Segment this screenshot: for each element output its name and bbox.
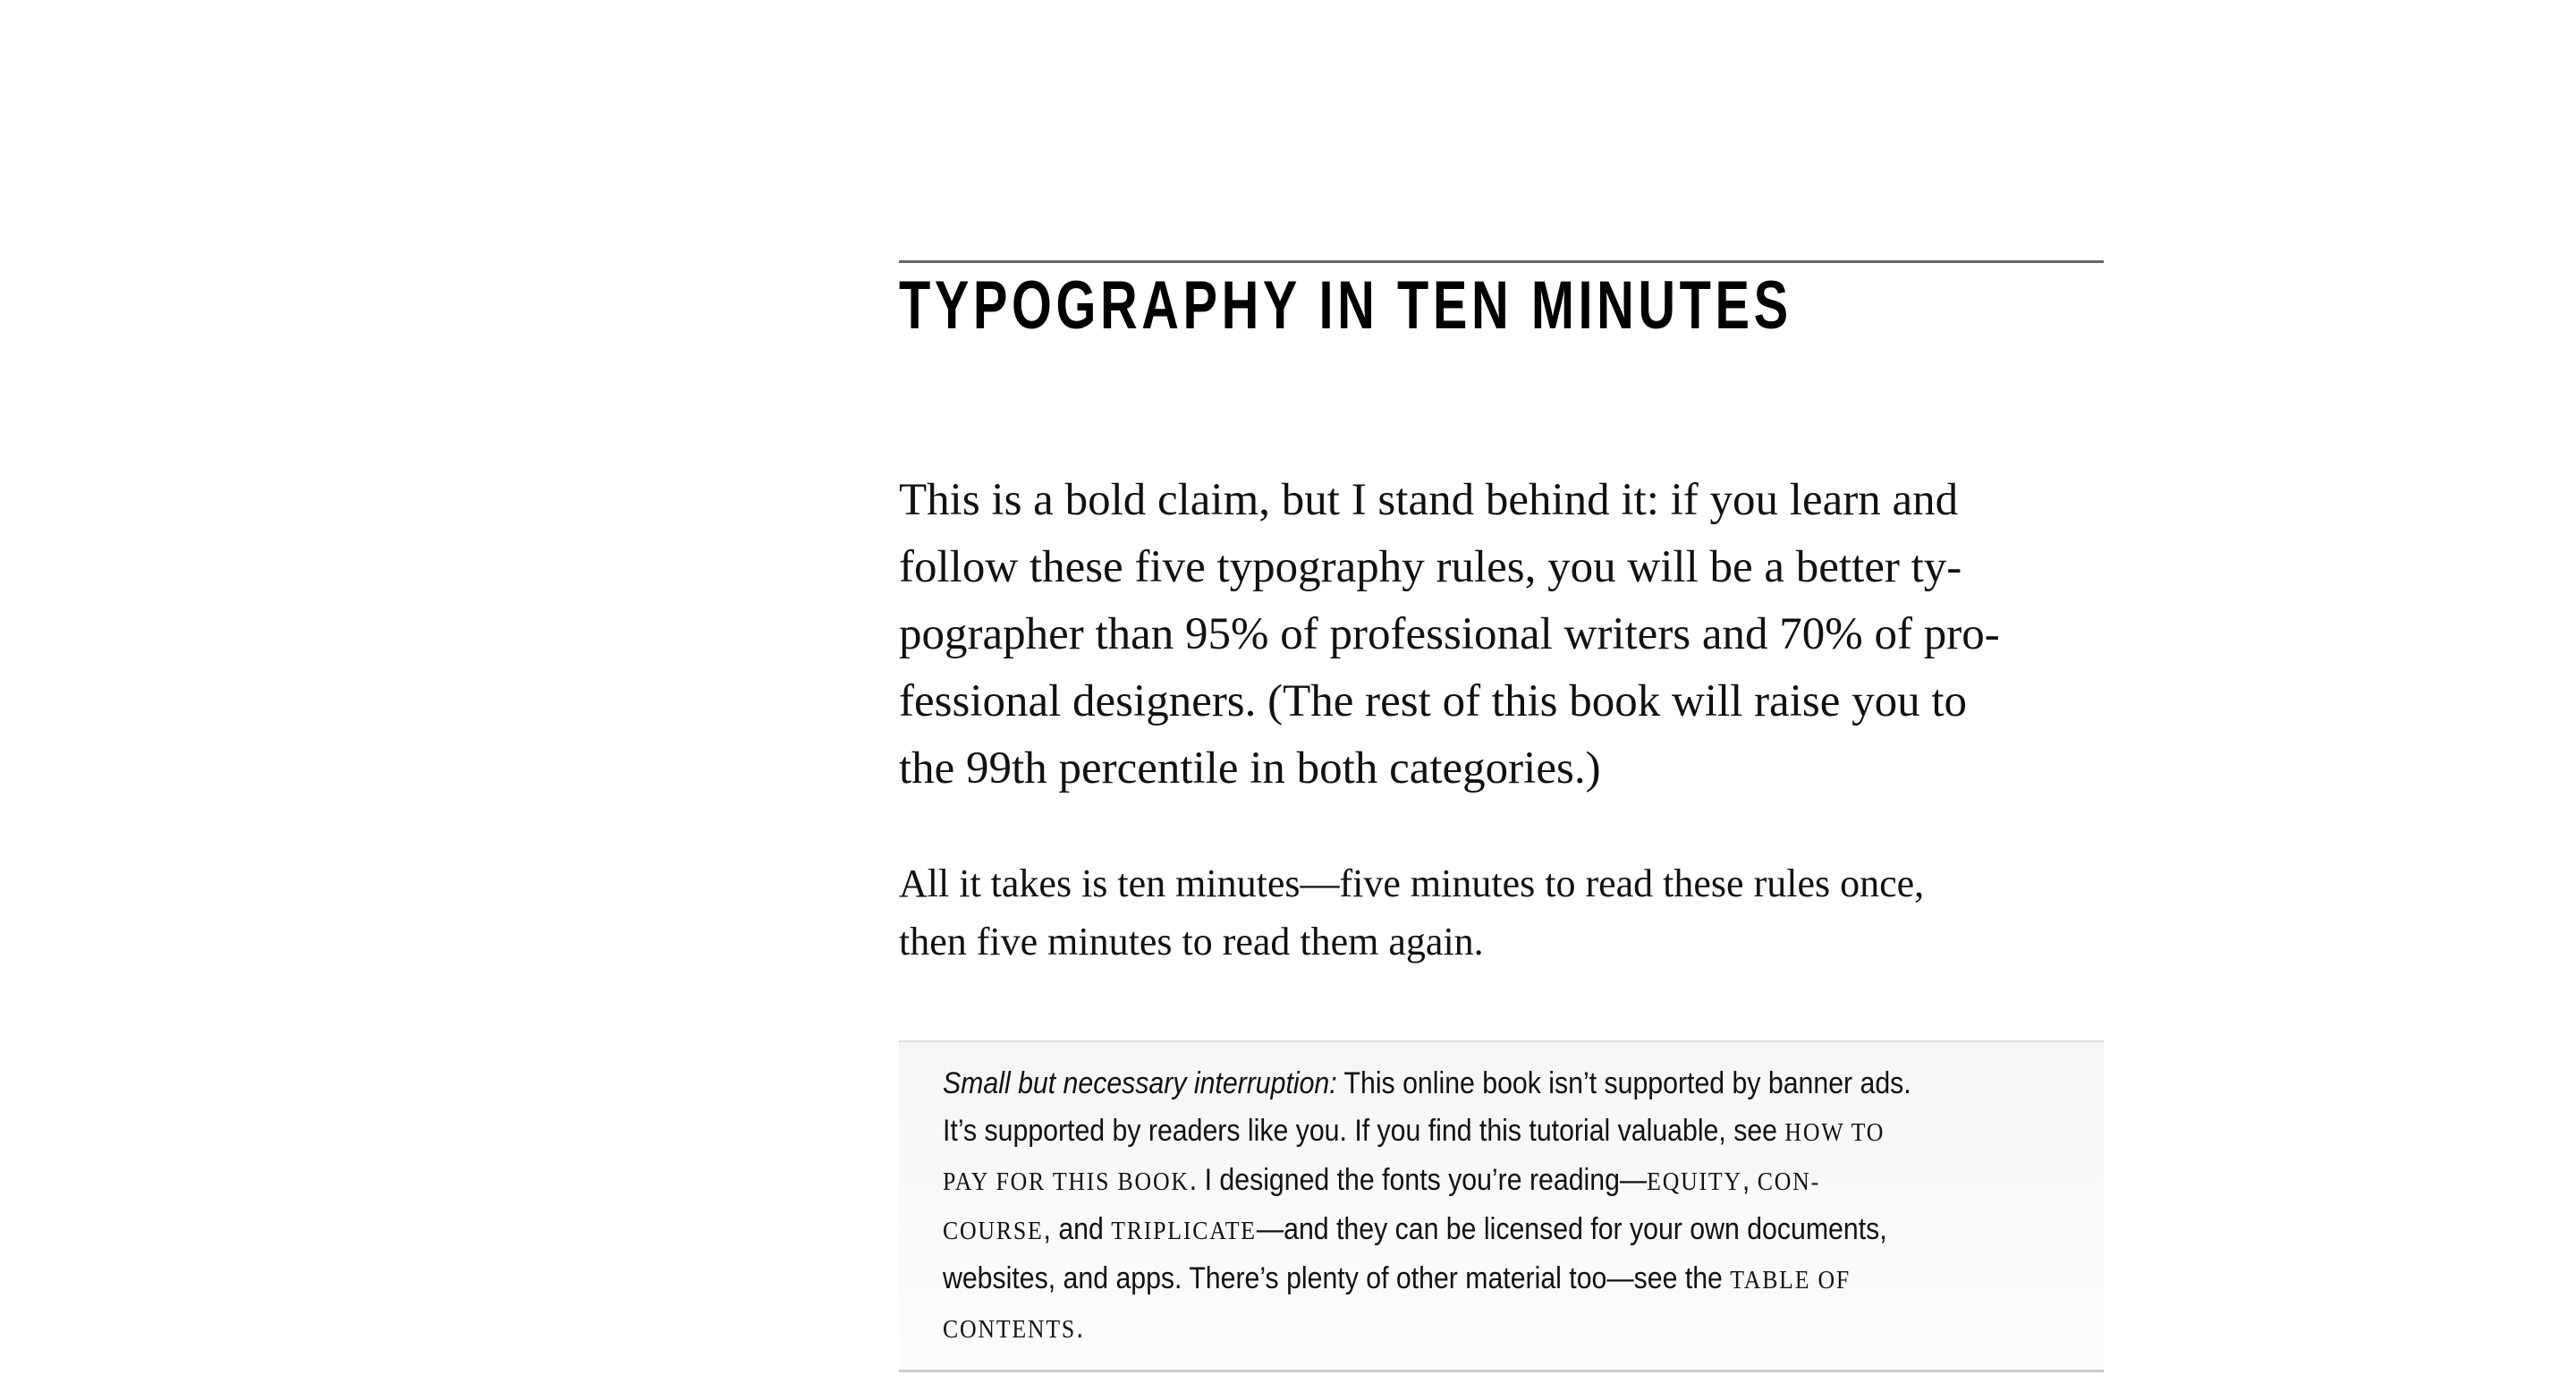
intro-paragraph	[899, 467, 2104, 802]
text-line: the 99th percentile in both categories.)	[899, 743, 1601, 794]
support-notice-text	[943, 1060, 1911, 1354]
text-line: pographer than 95% of professional writers and 70% of pro-	[899, 609, 2000, 659]
triplicate-link[interactable]: TRIPLICATE	[1111, 1217, 1257, 1245]
notice-text: It’s supported by readers like you. If you find this tutorial valuable, see	[943, 1114, 1785, 1148]
text-line: fessional designers. (The rest of this book will raise you to	[899, 676, 1968, 726]
how-to-pay-link[interactable]: PAY FOR THIS BOOK	[943, 1167, 1190, 1196]
text-line: All it takes is ten minutes—five minutes to read these rules once,	[899, 862, 1925, 905]
concourse-link[interactable]: CON-	[1757, 1167, 1820, 1196]
notice-lead: Small but necessary interruption:	[943, 1066, 1337, 1100]
text-line: This is a bold claim, but I stand behind it: if you learn and	[899, 475, 1959, 525]
notice-text: —and they can be licensed for your own documents,	[1256, 1212, 1887, 1246]
notice-text: ,	[1741, 1163, 1758, 1197]
notice-text: websites, and apps. There’s plenty of other material too—see the	[943, 1261, 1731, 1295]
notice-text: , and	[1043, 1212, 1112, 1246]
notice-text: .	[1076, 1311, 1084, 1345]
heading-rule	[899, 260, 2104, 263]
second-paragraph	[899, 854, 2104, 971]
table-of-contents-link[interactable]: CONTENTS	[943, 1315, 1077, 1344]
page-title: TYPOGRAPHY IN TEN MINUTES	[899, 267, 1792, 344]
how-to-pay-link[interactable]: HOW TO	[1784, 1118, 1885, 1147]
table-of-contents-link[interactable]: TABLE OF	[1730, 1266, 1852, 1294]
concourse-link[interactable]: COURSE	[943, 1217, 1044, 1245]
text-line: then five minutes to read them again.	[899, 920, 1484, 963]
support-notice-box	[899, 1040, 2104, 1372]
text-line: follow these five typography rules, you will be a better ty-	[899, 542, 1962, 592]
notice-text: . I designed the fonts you’re reading—	[1189, 1163, 1648, 1197]
equity-link[interactable]: EQUITY	[1647, 1167, 1742, 1196]
notice-text: This online book isn’t supported by banner ads.	[1336, 1066, 1911, 1100]
